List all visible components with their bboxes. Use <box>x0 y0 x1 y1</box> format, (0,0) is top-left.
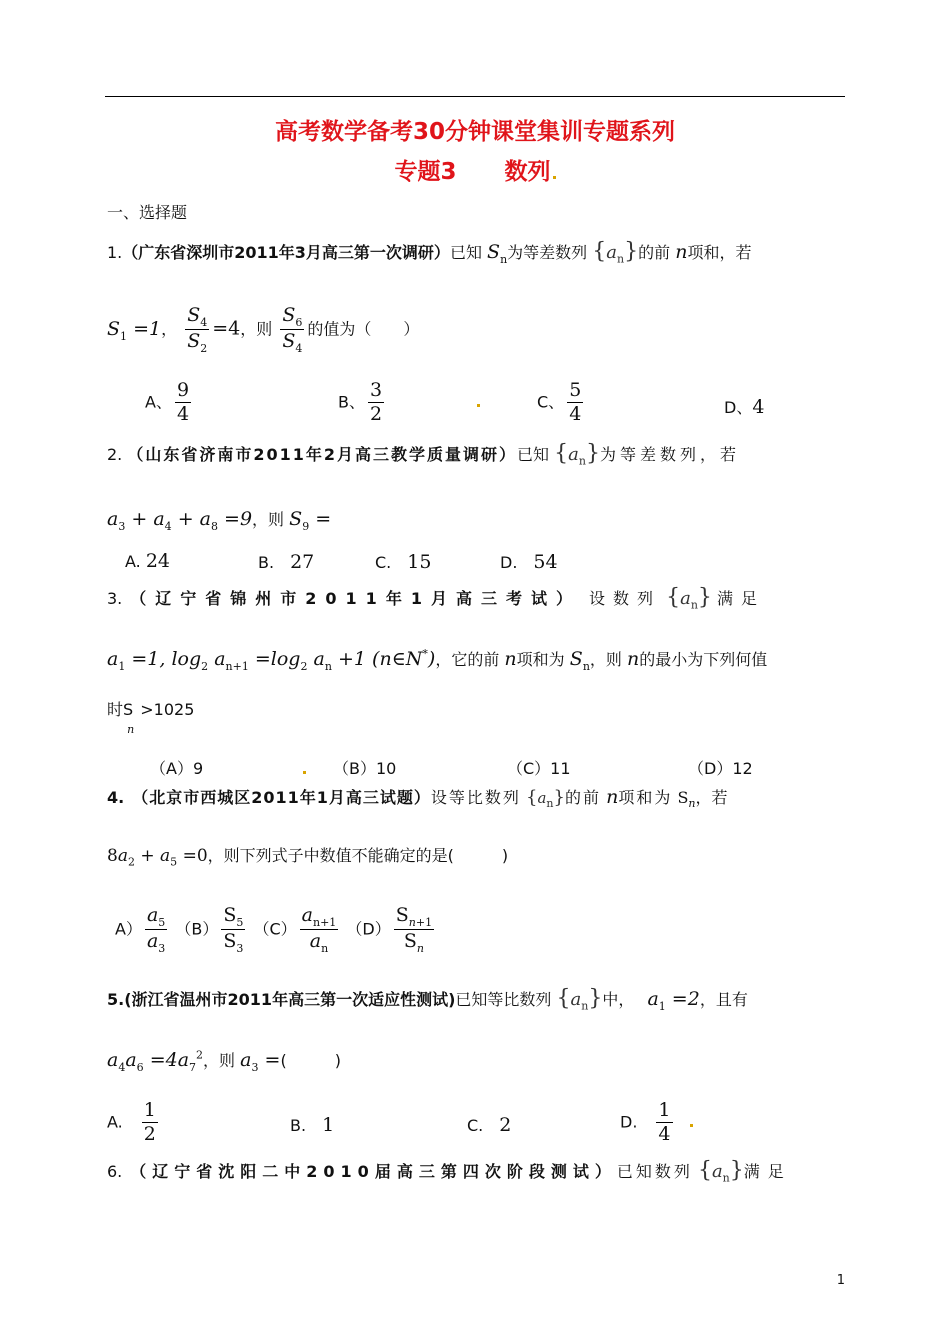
subtitle-topic-number: 专题3 <box>394 159 457 185</box>
question-number: 5. <box>107 990 125 1009</box>
math-n: n <box>675 241 688 263</box>
document-title: 高考数学备考30分钟课堂集训专题系列 <box>274 119 675 145</box>
question-text: 满足 <box>743 1162 792 1181</box>
option-denominator: 4 <box>569 402 582 425</box>
option-numerator: 5 <box>569 379 582 401</box>
q1-option-a[interactable] <box>145 380 194 426</box>
option-label: C. <box>375 553 392 572</box>
question-text: ，则 <box>589 650 622 669</box>
math-sn: $S_n$ <box>569 648 590 673</box>
q5-option-b[interactable] <box>290 1113 334 1136</box>
question-source: （广东省深圳市2011年3月高三第一次调研） <box>122 243 450 262</box>
math-a3-a4-a8: $a_3 + a_4 + a_8 =9$ <box>107 508 253 533</box>
question-text: 已知 <box>449 243 482 262</box>
math-8a2-a5: $8a_2 + a_5 =0$ <box>107 846 208 869</box>
option-numerator: 9 <box>176 379 190 401</box>
question-source: （辽宁省锦州市2011年1月高三考试） <box>138 589 573 608</box>
q4-option-b[interactable]: （B） <box>175 919 219 939</box>
option-numerator: 1 <box>658 1099 671 1121</box>
option-label: B. <box>290 1116 307 1135</box>
section-heading: 一、选择题 <box>107 203 188 222</box>
option-numerator: 1 <box>143 1099 156 1121</box>
question-number: 3. <box>107 589 123 608</box>
math-sn: $S_n$ <box>677 788 696 811</box>
question-3-line-2 <box>107 647 847 674</box>
math-s1-eq-1: $S_1 =1$ <box>107 317 162 343</box>
option-value: 24 <box>145 550 171 572</box>
question-text: 项和为 <box>516 650 565 669</box>
question-4-line-1 <box>107 785 847 811</box>
option-label: B、 <box>338 392 365 412</box>
math-a3: $a_3$ = <box>240 1049 281 1074</box>
math-an-set: $\{a_n\}$ <box>666 585 712 612</box>
question-3-line-3: 时$S_n>1025$ <box>107 700 195 737</box>
math-a1-eq-2: $a_1 =2$ <box>647 988 700 1013</box>
question-number: 4. <box>107 788 125 807</box>
q5-option-a[interactable] <box>107 1100 161 1146</box>
question-text: ，则下列式子中数值不能确定的是( ) <box>207 846 509 865</box>
question-text: 已知数列 <box>616 1162 693 1181</box>
math-an-set: $\{a_n\}$ <box>697 1158 744 1185</box>
question-text: 的最小为下列何值 <box>639 650 768 669</box>
question-3-line-1 <box>107 584 847 613</box>
option-value: 15 <box>407 551 432 573</box>
question-6-line-1 <box>107 1157 847 1186</box>
math-frac-s4-s2: $\frac{S_4}{S_2}$ <box>187 304 208 356</box>
option-denominator: 2 <box>369 402 383 425</box>
question-source: （辽宁省沈阳二中2010届高三第四次阶段测试） <box>138 1162 617 1181</box>
question-text: 的前 <box>564 788 601 807</box>
option-denominator: 2 <box>143 1122 156 1145</box>
math-sn: $S_n$ <box>487 241 508 266</box>
question-2-line-2 <box>107 507 847 534</box>
question-text: ，则 <box>203 1051 236 1070</box>
q2-option-c[interactable] <box>375 550 431 573</box>
header-rule <box>105 96 845 97</box>
question-text: 的前 <box>638 243 671 262</box>
question-text: 设数列 <box>588 589 661 608</box>
q5-option-c[interactable] <box>467 1113 511 1136</box>
question-1-line-2: $S_1 =1$， $\frac{S_4}{S_2}$ =4，则 $\frac{S_6}{S_4}$ 的值为（ ） <box>107 304 420 356</box>
option-value: 1 <box>322 1114 335 1136</box>
math-an-set: $\{a_n\}$ <box>554 441 600 468</box>
math-n: n <box>504 648 517 670</box>
option-label: D、 <box>724 398 753 417</box>
q1-option-d[interactable] <box>724 395 764 418</box>
question-text: 项和，若 <box>687 243 752 262</box>
question-number: 6. <box>107 1162 123 1181</box>
question-number: 2. <box>107 445 123 464</box>
question-text: ，则 <box>252 510 285 529</box>
math-an-set: $\{a_n\}$ <box>556 986 603 1013</box>
question-text: ，且有 <box>699 990 748 1009</box>
option-label: A. <box>125 552 141 571</box>
option-label: A. <box>107 1112 123 1132</box>
q3-option-a[interactable] <box>150 756 306 779</box>
question-source: （北京市西城区2011年1月高三试题） <box>140 788 431 807</box>
option-value: 54 <box>533 551 558 573</box>
math-recurrence: $a_1 =1$, $\log_2 a_{n+1} =\log_2$ $a_n +1$ (n∈N*) <box>107 647 436 673</box>
question-4-line-2 <box>107 845 847 870</box>
q1-option-b[interactable] <box>338 380 480 426</box>
option-value: 2 <box>499 1114 512 1136</box>
option-label: D. <box>620 1112 638 1132</box>
question-1-line-1 <box>107 238 847 267</box>
question-4-options: A） $\frac{a_5}{a_3}$ （B） $\frac{S_5}{S_3}$ （C） $\frac{a_{n+1}}{a_n}$ （D） $\frac{S_{n+1}}{S_n}$ <box>115 904 433 956</box>
question-text: 为等差数列，若 <box>599 445 740 464</box>
q3-option-d[interactable] <box>688 756 753 779</box>
question-text: 已知 <box>517 445 550 464</box>
question-text: ， <box>161 319 178 339</box>
math-a4a6-eq-4a7sq: $a_4a_6 =4a_7^2$ <box>107 1048 204 1074</box>
question-number: 1. <box>107 243 123 262</box>
math-frac-s6-s4: $\frac{S_6}{S_4}$ <box>282 304 303 356</box>
question-text: 项和为 <box>618 788 673 807</box>
document-subtitle <box>0 153 950 186</box>
page-number: 1 <box>836 1273 845 1288</box>
marker-dot <box>477 404 480 407</box>
option-label: B. <box>258 553 275 572</box>
q1-option-c[interactable] <box>537 380 586 426</box>
option-value: 4 <box>752 396 765 418</box>
option-label: D. <box>500 553 518 572</box>
q4-option-a[interactable]: A） <box>115 919 142 939</box>
option-value: 27 <box>290 551 315 573</box>
math-n: n <box>627 648 640 670</box>
marker-dot <box>690 1124 693 1127</box>
question-text: 时S <box>107 700 134 719</box>
question-text: 已知等比数列 <box>455 990 552 1009</box>
question-text: ( ) <box>280 1051 341 1070</box>
q5-option-d[interactable] <box>620 1100 693 1146</box>
question-text: 满足 <box>717 589 766 608</box>
math-an-set: $\{a_n\}$ <box>526 787 565 810</box>
marker-dot <box>303 771 306 774</box>
option-label: （A）9 <box>150 759 204 778</box>
question-source: （山东省济南市2011年2月高三教学质量调研） <box>127 445 518 464</box>
q3-option-b[interactable] <box>333 756 396 779</box>
question-5-line-1 <box>107 985 847 1014</box>
q4-option-c[interactable]: （C） <box>253 919 297 939</box>
question-text: ，若 <box>695 788 728 807</box>
question-text: 中， <box>602 990 627 1009</box>
question-text: ，则 <box>240 319 273 339</box>
q3-option-c[interactable] <box>507 756 571 779</box>
math-n: n <box>606 786 619 808</box>
option-denominator: 4 <box>658 1122 671 1145</box>
subtitle-topic-name: 数列 <box>504 159 551 185</box>
question-source: (浙江省温州市2011年高三第一次适应性测试) <box>124 990 456 1009</box>
option-label: C. <box>467 1116 484 1135</box>
marker-dot <box>553 176 556 179</box>
option-label: （C）11 <box>507 759 571 778</box>
q2-option-a[interactable] <box>125 550 170 572</box>
option-label: C、 <box>537 392 565 412</box>
question-5-line-2 <box>107 1048 847 1075</box>
question-2-line-1 <box>107 440 847 469</box>
q2-option-d[interactable] <box>500 550 558 573</box>
question-text: 的值为（ ） <box>307 319 420 339</box>
option-label: （B）10 <box>333 759 397 778</box>
question-text: 为等差数列 <box>507 243 588 262</box>
question-text: ，它的前 <box>435 650 500 669</box>
math-s9: $S_9$ = <box>289 508 332 533</box>
q4-option-d[interactable]: （D） <box>346 919 391 939</box>
option-numerator: 3 <box>369 379 383 401</box>
option-label: （D）12 <box>688 759 753 778</box>
q2-option-b[interactable] <box>258 550 314 573</box>
question-text: 设等比数列 <box>430 788 521 807</box>
question-text: >1025 <box>140 700 195 719</box>
option-label: A、 <box>145 392 172 412</box>
math-an-set: $\{a_n\}$ <box>592 239 639 266</box>
option-denominator: 4 <box>176 402 190 425</box>
